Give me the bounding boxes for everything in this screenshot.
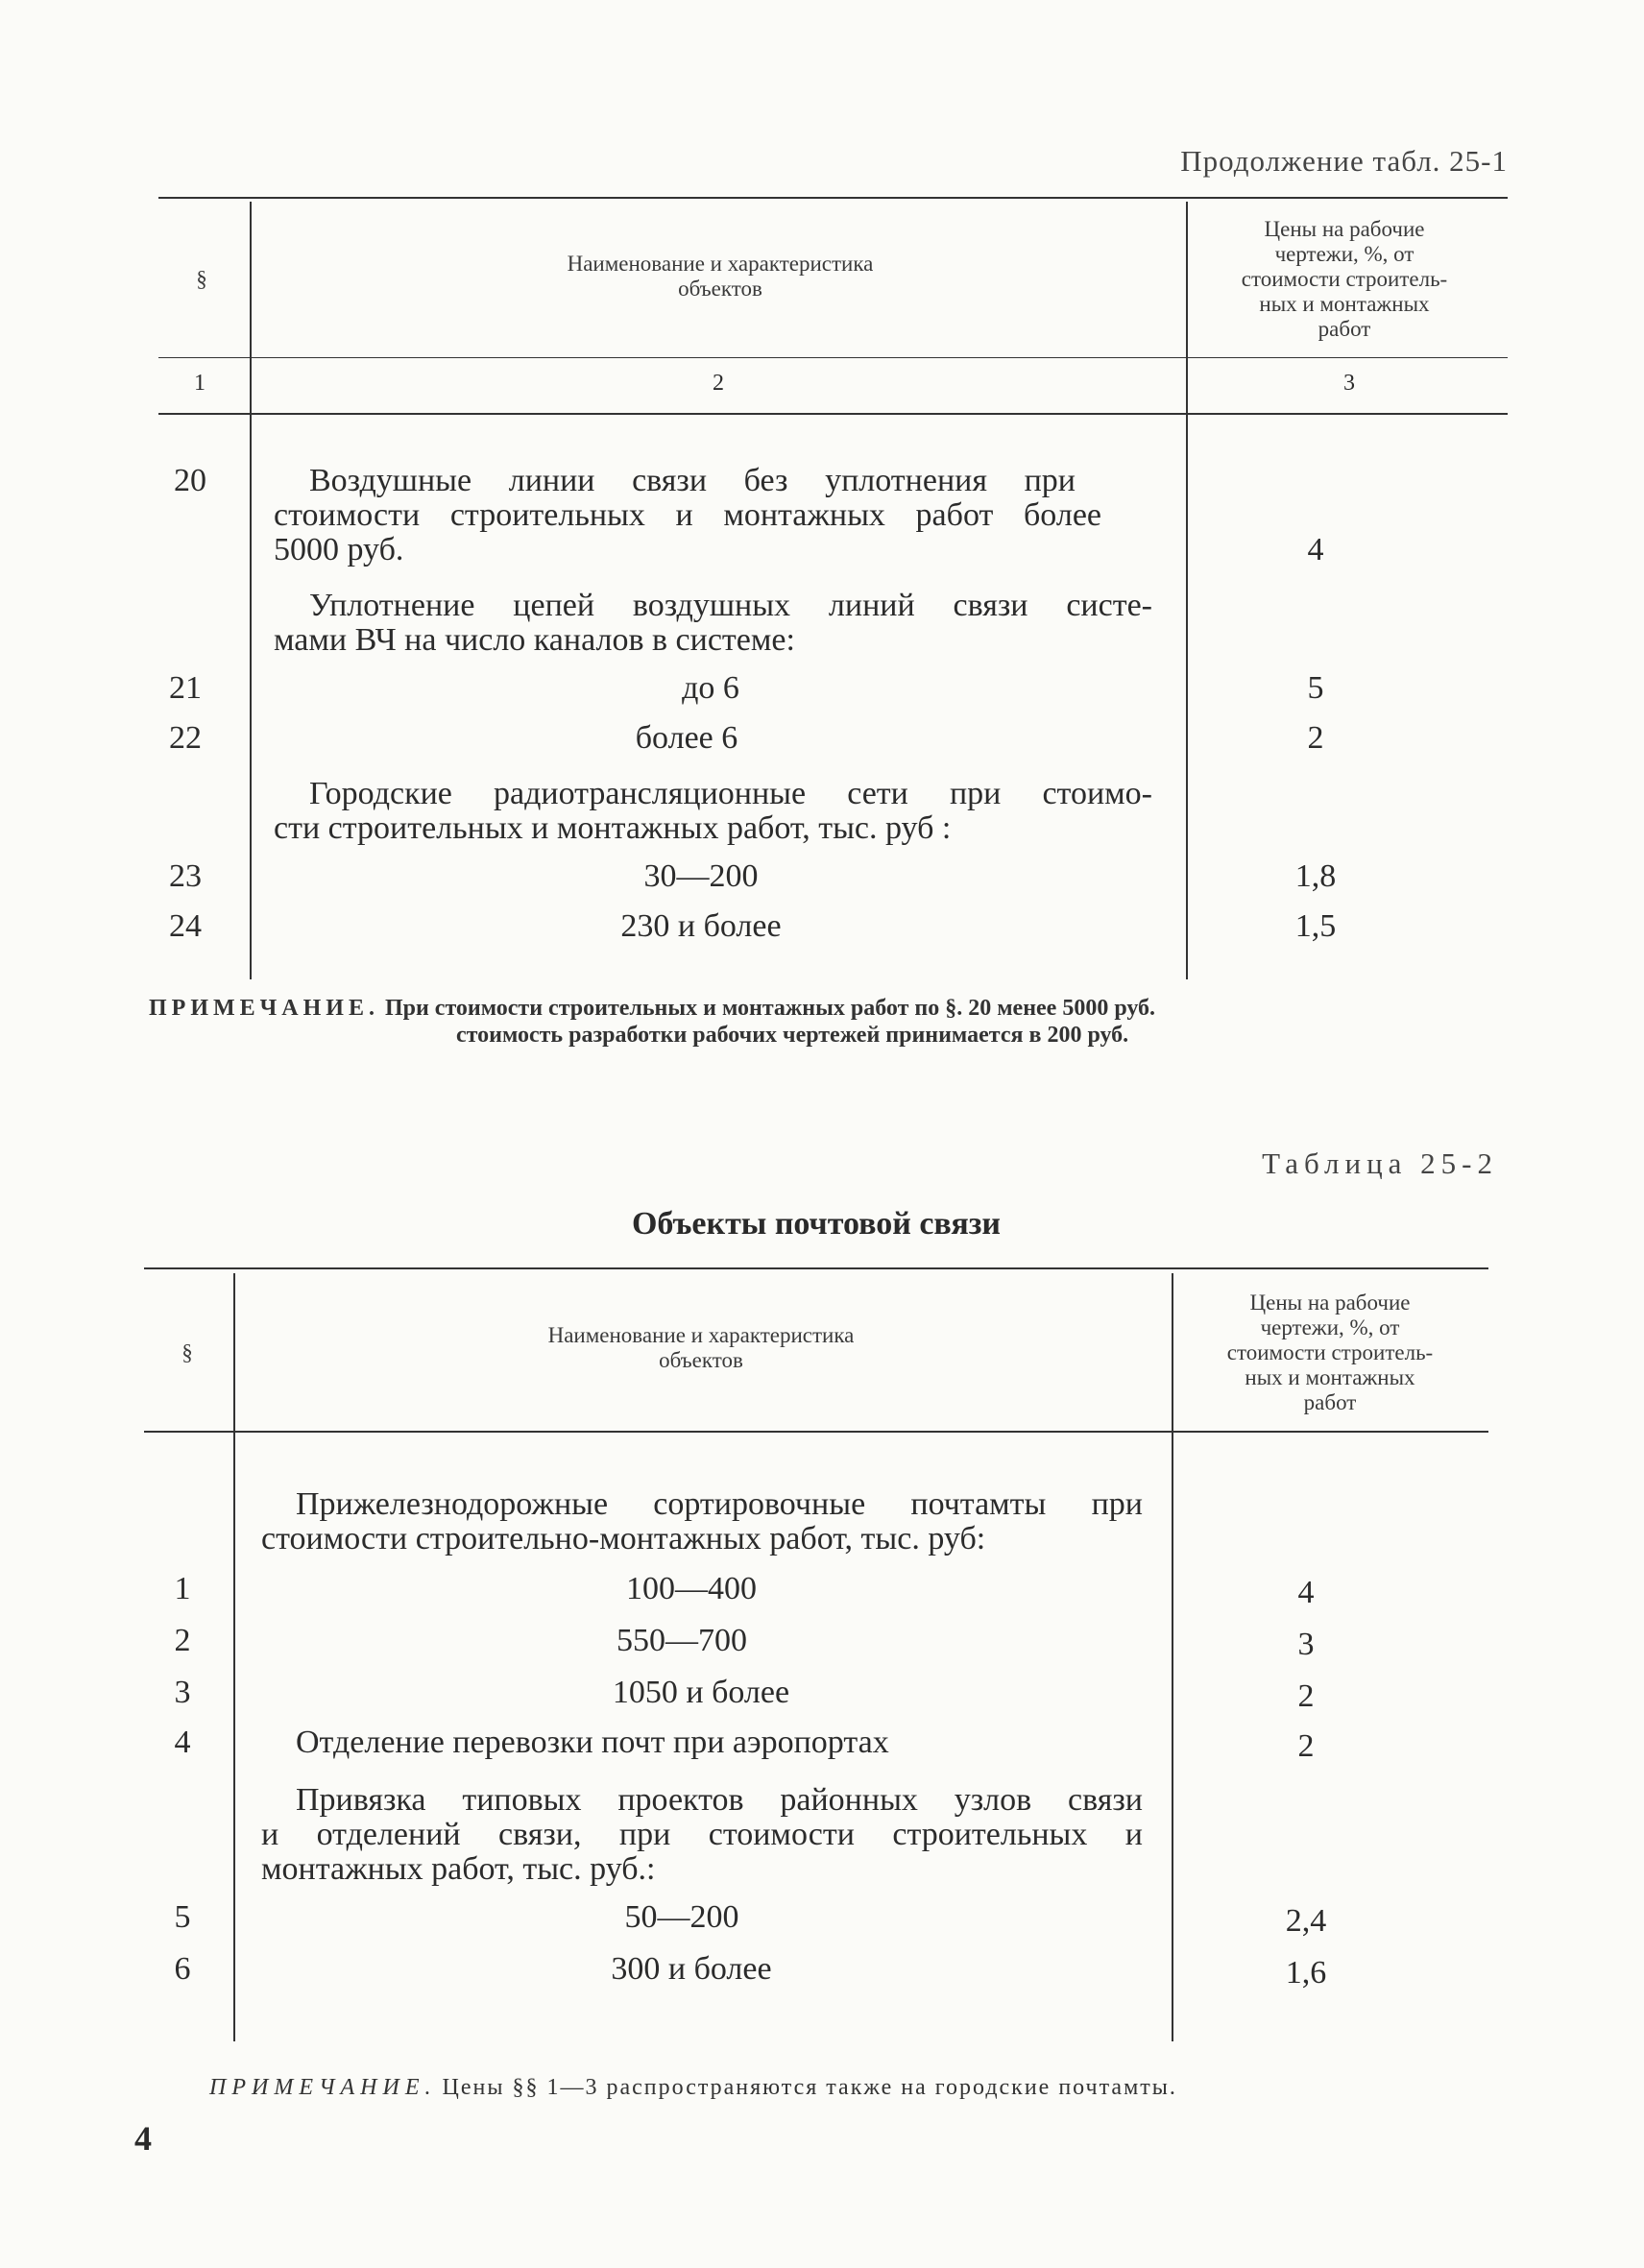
table1-header-price-line: стоимости строитель- <box>1241 267 1448 291</box>
table1-colnum-1: 1 <box>194 371 206 396</box>
table1-col-divider-2 <box>1186 202 1188 979</box>
table2-header-rule <box>144 1431 1488 1433</box>
group-heading: сти строительных и монтажных работ, тыс. руб : <box>274 810 952 846</box>
row-number: 5 <box>174 1899 191 1935</box>
table1-header-price-line: ных и монтажных <box>1259 292 1430 316</box>
table1-header-name-line2: объектов <box>678 277 762 301</box>
table1-colnum-3: 3 <box>1343 371 1355 396</box>
table2-header-price-line: работ <box>1303 1390 1357 1414</box>
table1-top-rule <box>158 197 1508 199</box>
group-heading: Городские радиотрансляционные сети при стоимо- <box>309 776 1152 811</box>
row-number: 21 <box>169 670 202 706</box>
row-value: 2,4 <box>1285 1903 1327 1939</box>
row-value: 1,6 <box>1285 1955 1327 1991</box>
row-text: Отделение перевозки почт при аэропортах <box>296 1725 889 1760</box>
row-text: до 6 <box>682 670 739 706</box>
table1-header-section: § <box>196 267 207 291</box>
group-heading: Уплотнение цепей воздушных линий связи систе- <box>309 588 1152 623</box>
group-heading: и отделений связи, при стоимости строительных и <box>261 1817 1143 1852</box>
table2-header-section: § <box>181 1340 193 1364</box>
note-label: ПРИМЕЧАНИЕ. <box>149 996 379 1021</box>
table2-header-price-line: чертежи, %, от <box>1260 1315 1400 1339</box>
table2-header-price-line: Цены на рабочие <box>1249 1291 1411 1315</box>
note-line: При стоимости строительных и монтажных работ по §. 20 менее 5000 руб. <box>384 996 1156 1021</box>
table1-col-divider-1 <box>250 202 252 979</box>
group-heading: Прижелезнодорожные сортировочные почтамты при <box>296 1486 1143 1522</box>
row-text: Воздушные линии связи без уплотнения при <box>309 463 1076 498</box>
row-number: 1 <box>174 1571 191 1606</box>
table1-header-price-line: работ <box>1318 317 1371 341</box>
note-line: Цены §§ 1—3 распространяются также на городские почтамты. <box>442 2075 1177 2100</box>
row-value: 2 <box>1297 1728 1315 1764</box>
table2-col-divider-2 <box>1172 1273 1173 2041</box>
row-number: 20 <box>174 463 206 498</box>
table2-header-price-line: стоимости строитель- <box>1226 1340 1434 1364</box>
table2-col-divider-1 <box>233 1273 235 2041</box>
row-number: 24 <box>169 908 202 944</box>
row-value: 2 <box>1297 1678 1315 1714</box>
table2-caption: Таблица 25-2 <box>1262 1146 1498 1180</box>
table2-header-name-line2: объектов <box>659 1348 743 1372</box>
row-value: 1,8 <box>1294 858 1337 894</box>
table2-header-name-line1: Наименование и характеристика <box>547 1323 855 1347</box>
row-number: 4 <box>174 1725 191 1760</box>
row-text: 1050 и более <box>612 1675 790 1710</box>
row-value: 3 <box>1297 1627 1315 1662</box>
row-value: 5 <box>1307 670 1324 706</box>
group-heading: монтажных работ, тыс. руб.: <box>261 1851 656 1887</box>
group-heading: стоимости строительно-монтажных работ, тыс. руб: <box>261 1521 986 1556</box>
note-line: стоимость разработки рабочих чертежей принимается в 200 руб. <box>456 1023 1129 1048</box>
group-heading: мами ВЧ на число каналов в системе: <box>274 622 795 658</box>
row-text: 100—400 <box>626 1571 757 1606</box>
row-value: 2 <box>1307 720 1324 756</box>
row-text: более 6 <box>635 720 738 756</box>
table1-header-price-line: чертежи, %, от <box>1274 242 1414 266</box>
table1-note <box>149 995 1512 1049</box>
note-label: ПРИМЕЧАНИЕ. <box>209 2075 437 2100</box>
row-number: 22 <box>169 720 202 756</box>
table2-note <box>209 2074 1496 2101</box>
table2-title: Объекты почтовой связи <box>631 1206 1001 1242</box>
table1-header-name-line1: Наименование и характеристика <box>567 252 874 276</box>
table2-header-name <box>240 1323 1162 1373</box>
table1-header-name <box>259 252 1181 302</box>
row-text: 230 и более <box>620 908 782 944</box>
row-text: 30—200 <box>643 858 759 894</box>
table1-header-price <box>1191 217 1498 342</box>
row-text: стоимости строительных и монтажных работ более <box>274 497 1101 533</box>
row-value: 4 <box>1307 532 1324 567</box>
table1-header-rule <box>158 357 1508 358</box>
row-text: 50—200 <box>624 1899 739 1935</box>
row-number: 23 <box>169 858 202 894</box>
row-value: 4 <box>1297 1575 1315 1610</box>
row-number: 6 <box>174 1951 191 1987</box>
row-text: 5000 руб. <box>274 532 404 567</box>
row-value: 1,5 <box>1294 908 1337 944</box>
table2-header-price <box>1176 1291 1484 1415</box>
row-number: 3 <box>174 1675 191 1710</box>
group-heading: Привязка типовых проектов районных узлов связи <box>296 1782 1143 1818</box>
table1-colnum-rule <box>158 413 1508 415</box>
row-text: 550—700 <box>616 1623 747 1658</box>
table2-header-price-line: ных и монтажных <box>1245 1365 1415 1389</box>
table1-caption: Продолжение табл. 25-1 <box>1180 144 1508 178</box>
row-text: 300 и более <box>611 1951 772 1987</box>
table1-colnum-2: 2 <box>713 371 724 396</box>
table1-header-price-line: Цены на рабочие <box>1264 217 1425 241</box>
row-number: 2 <box>174 1623 191 1658</box>
table2-top-rule <box>144 1267 1488 1269</box>
page-number: 4 <box>134 2119 152 2158</box>
